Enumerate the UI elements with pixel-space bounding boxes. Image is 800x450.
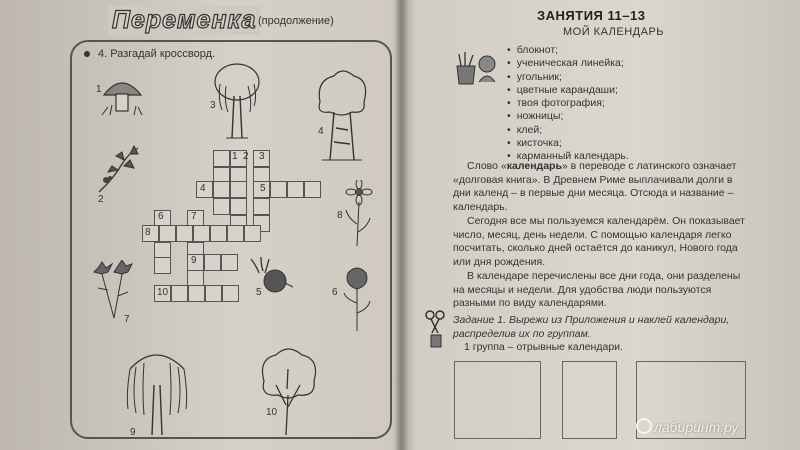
supplies-list [507, 44, 629, 164]
crossword-cell[interactable] [159, 225, 176, 242]
list-item: • ученическая линейка; [507, 57, 629, 70]
paragraph-calendar-usage: Сегодня все мы пользуемся календарём. Он показывает число, месяц, день недели. С помощью календаря легко посчитать, сколько дней остаётся до каникул, Нового года или дня рождения. [453, 215, 745, 268]
lesson-subtitle: МОЙ КАЛЕНДАРЬ [563, 26, 665, 38]
crossword-cell[interactable] [176, 225, 193, 242]
crossword-number: 9 [191, 255, 197, 266]
list-item: • кисточка; [507, 137, 629, 150]
bullet-icon [84, 51, 90, 57]
list-item: • блокнот; [507, 44, 629, 57]
list-item: • цветные карандаши; [507, 84, 629, 97]
crossword-cell[interactable] [230, 181, 247, 198]
rowan-branch-picture [94, 142, 144, 197]
picture-number: 9 [130, 427, 136, 438]
crossword-cell[interactable] [213, 198, 230, 215]
crossword-number: 5 [260, 183, 266, 194]
labirint-logo-icon [636, 418, 652, 434]
cornflower-picture [84, 260, 144, 320]
picture-number: 7 [124, 314, 130, 325]
crossword-cell[interactable] [213, 181, 230, 198]
paragraph-text: Слово « [467, 160, 507, 172]
list-item: • ножницы; [507, 110, 629, 123]
group-1-label: 1 группа – отрывные календари. [464, 341, 623, 353]
crossword-number: 7 [191, 211, 197, 222]
crossword-cell[interactable] [154, 257, 171, 274]
crossword-cell[interactable] [227, 225, 244, 242]
paragraph-text: » в переводе с латинского означает «долговая книга». В Древнем Риме выплачивали долги в дни календ – в первые дни месяца. Отсюда и название – календарь. [453, 160, 737, 213]
picture-number: 8 [337, 210, 343, 221]
picture-number: 10 [266, 407, 278, 418]
crossword-number: 6 [158, 211, 164, 222]
task-4-label: 4. Разгадай кроссворд. [98, 48, 216, 60]
picture-number: 1 [96, 84, 102, 95]
list-item: • твоя фотография; [507, 97, 629, 110]
mushroom-picture [100, 75, 145, 117]
paragraph-calendar-origin [453, 160, 753, 214]
school-supplies-icon [453, 52, 497, 86]
crossword-cell[interactable] [230, 198, 247, 215]
list-item: • клей; [507, 124, 629, 137]
paste-box[interactable] [562, 361, 617, 439]
picture-number: 2 [98, 194, 104, 205]
crossword-cell[interactable] [171, 285, 188, 302]
crossword-cell[interactable] [222, 285, 239, 302]
deciduous-tree-picture [254, 345, 324, 437]
page-subtitle: (продолжение) [258, 15, 334, 27]
list-item: • угольник; [507, 71, 629, 84]
crossword-cell[interactable] [287, 181, 304, 198]
rose-picture [340, 265, 374, 333]
picture-number: 6 [332, 287, 338, 298]
crossword-cell[interactable] [253, 198, 270, 215]
picture-number: 4 [318, 126, 324, 137]
crossword-number: 4 [200, 183, 206, 194]
picture-number: 5 [256, 287, 262, 298]
picture-number: 3 [210, 100, 216, 111]
chamomile-picture [342, 180, 376, 248]
task-4-heading [84, 48, 215, 60]
crossword-cell[interactable] [193, 225, 210, 242]
crossword-cell[interactable] [188, 285, 205, 302]
paragraph-calendar-types: В календаре перечислены все дни года, они разделены на месяцы и недели. Для удобства люди пользуются разными по виду календарями. [453, 270, 741, 310]
scissors-glue-icon [424, 309, 448, 349]
weeping-willow-picture [122, 345, 192, 437]
crossword-number: 3 [259, 151, 265, 162]
list-item: • карманный календарь. [507, 150, 629, 163]
crossword-cell[interactable] [204, 254, 221, 271]
willow-tree-picture [212, 60, 262, 140]
bold-term: календарь [506, 160, 562, 172]
lesson-title: ЗАНЯТИЯ 11–13 [537, 8, 646, 23]
crossword-cell[interactable] [213, 150, 230, 167]
crossword-cell[interactable] [221, 254, 238, 271]
crossword-number: 1 [232, 151, 238, 162]
crossword-cell[interactable] [205, 285, 222, 302]
crossword-cell[interactable] [244, 225, 261, 242]
watermark: лабиринт.ру [654, 419, 739, 435]
crossword-number: 2 [243, 151, 249, 162]
page-title-peremenka: Переменка [108, 6, 260, 35]
book-gutter [395, 0, 409, 450]
crossword-number: 8 [145, 227, 151, 238]
crossword-cell[interactable] [210, 225, 227, 242]
crossword-cell[interactable] [304, 181, 321, 198]
crossword-cell[interactable] [270, 181, 287, 198]
oak-tree-picture [314, 68, 369, 163]
beet-picture [245, 255, 295, 295]
crossword-number: 10 [157, 287, 169, 298]
task-1-instruction: Задание 1. Вырежи из Приложения и наклей календари, распределив их по группам. [453, 314, 730, 340]
paste-box[interactable] [454, 361, 541, 439]
